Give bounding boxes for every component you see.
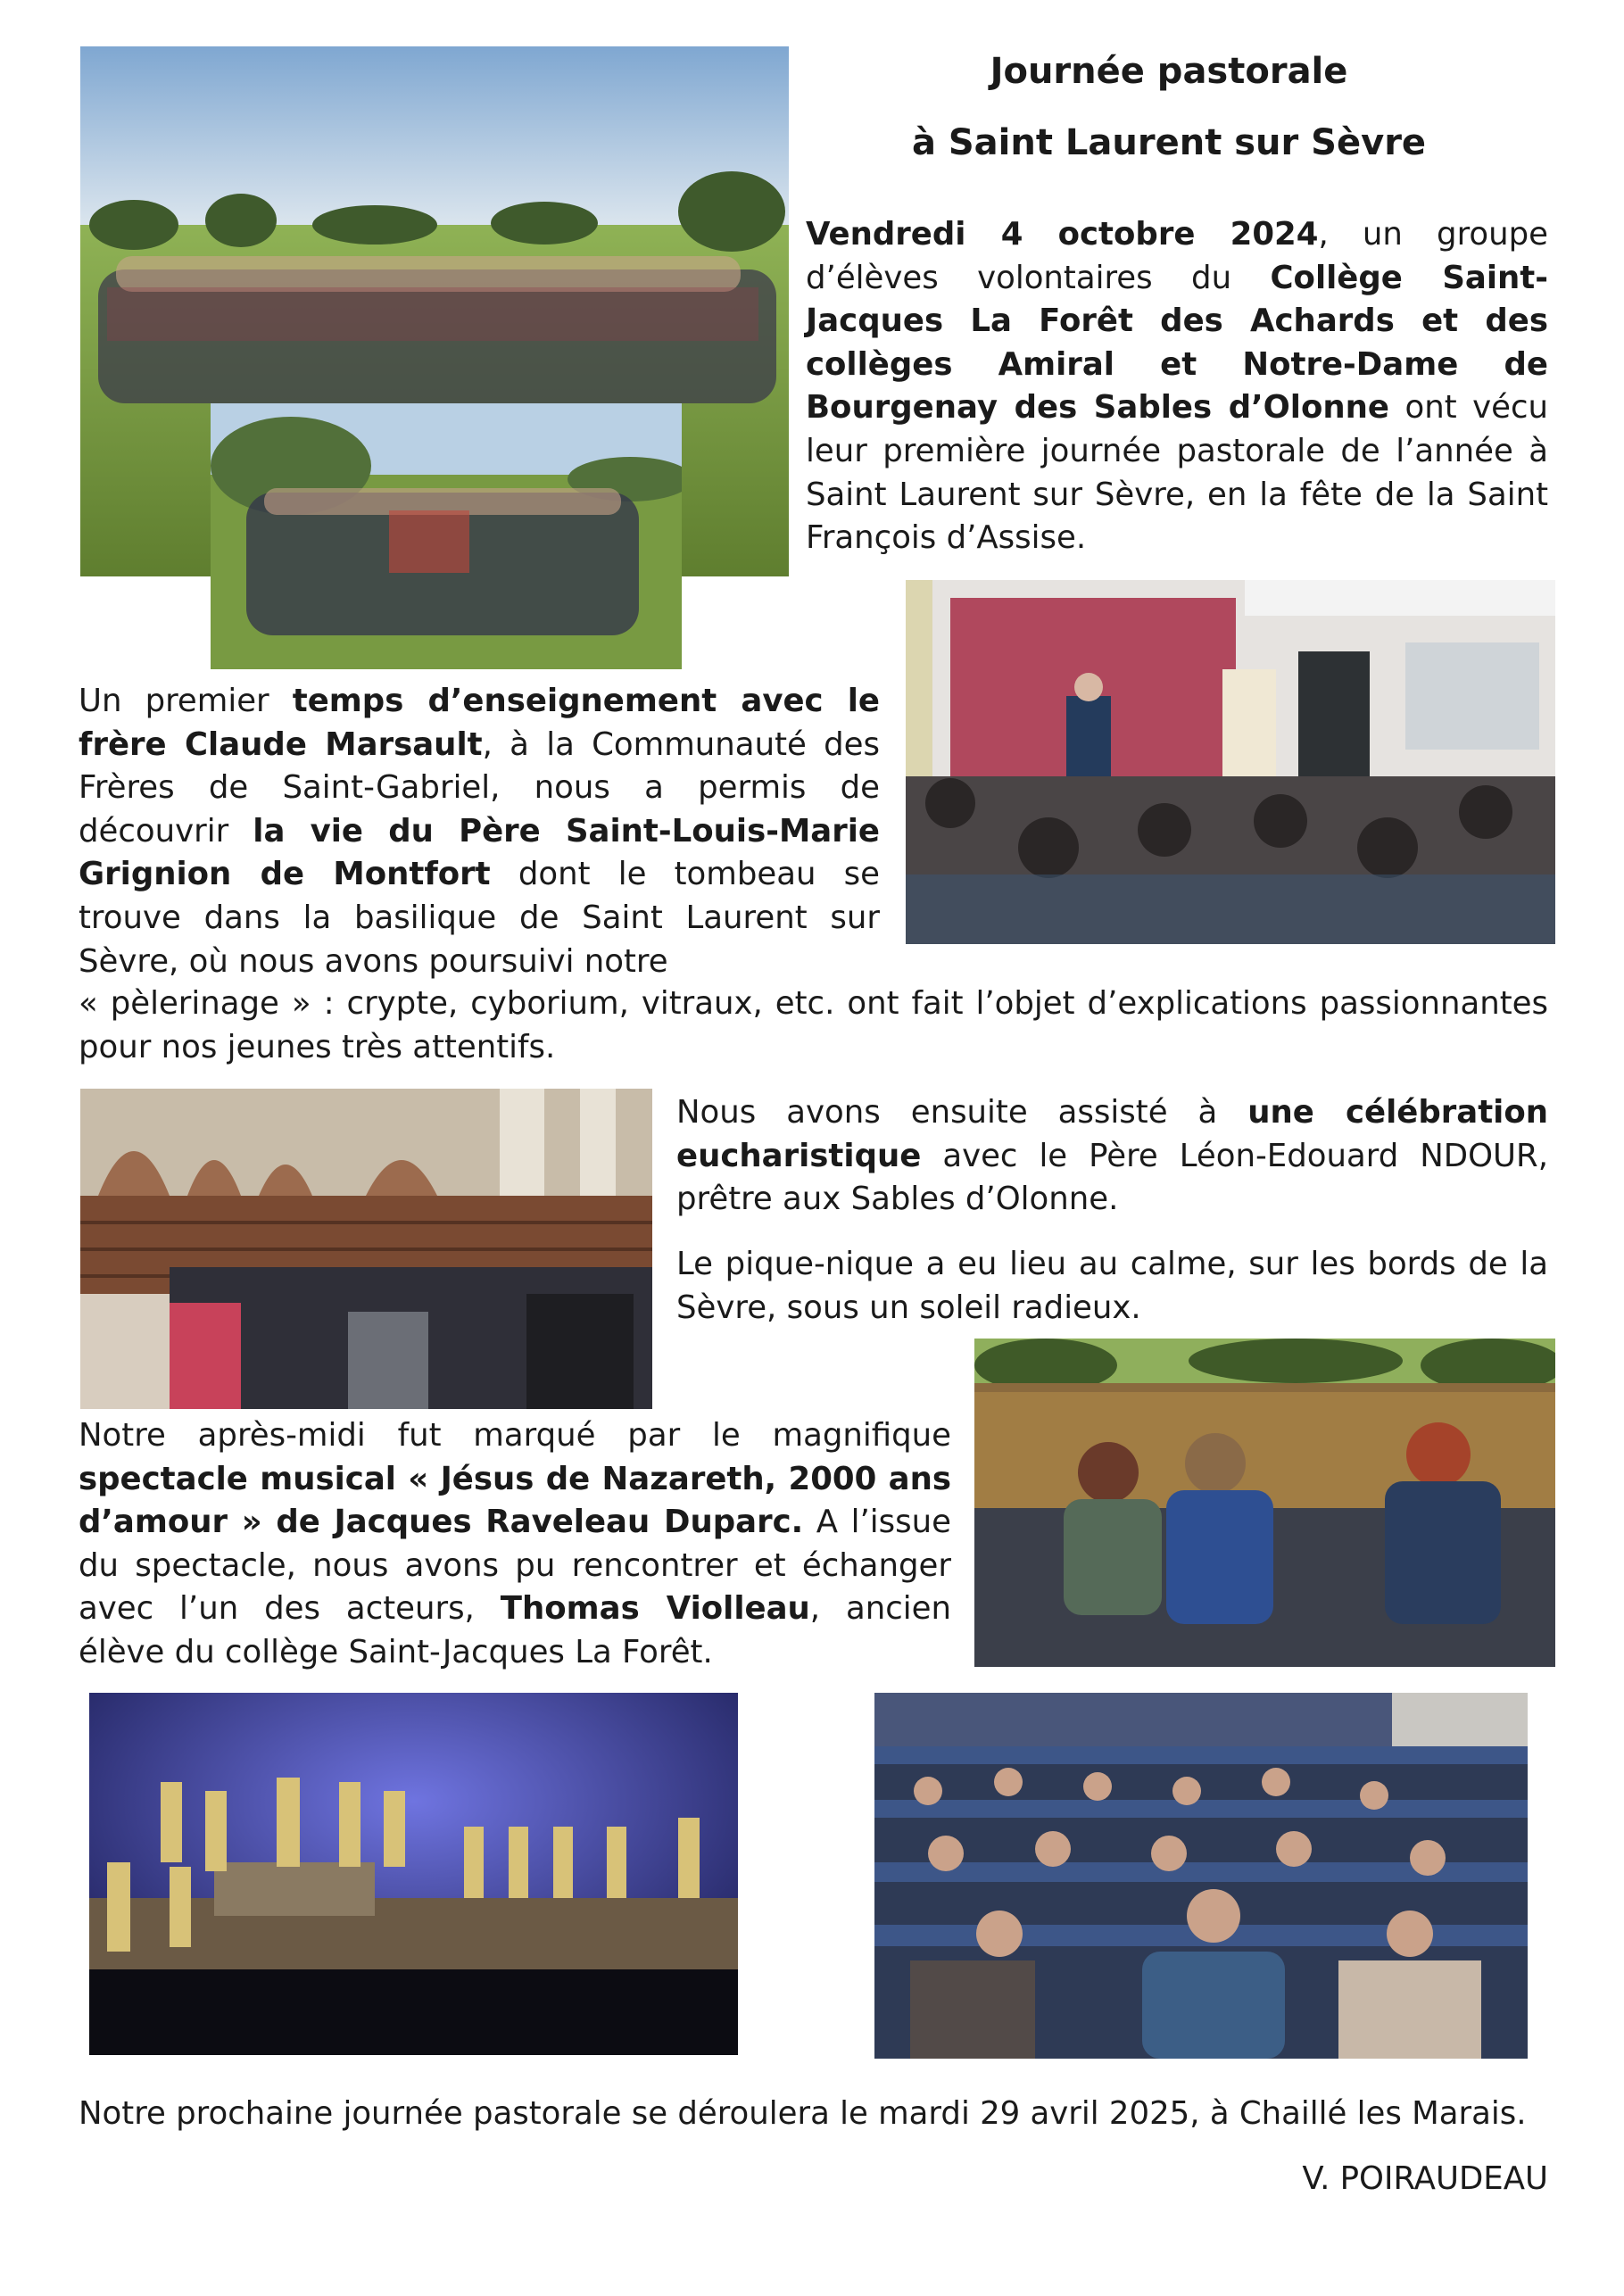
audience-photo [874, 1693, 1528, 2059]
page-title [803, 36, 1535, 178]
teaching-run-3: la vie du Père Saint-Louis-Marie Grignion de Montfort [79, 812, 880, 893]
afternoon-run-1: spectacle musical « Jésus de Nazareth, 2000 ans d’amour » de Jacques Raveleau Duparc. [79, 1460, 951, 1541]
teaching-room-photo [906, 580, 1555, 944]
basilica-photo [80, 1089, 652, 1409]
signature: V. POIRAUDEAU [1302, 2160, 1548, 2197]
teaching-run-1: temps d’enseignement avec le frère Claude Marsault [79, 683, 880, 763]
picnic-paragraph: Le pique-nique a eu lieu au calme, sur les bords de la Sèvre, sous un soleil radieux. [676, 1246, 1548, 1326]
afternoon-run-2: A l’issue du spectacle, nous avons pu rencontrer et échanger avec l’un des acteurs, [79, 1504, 951, 1628]
intro-run-1: , un groupe d’élèves volontaires du [806, 216, 1548, 296]
celebration-run-2: avec le Père Léon-Edouard NDOUR, prêtre aux Sables d’Olonne. [676, 1137, 1548, 1218]
title-line-2: à Saint Laurent sur Sèvre [911, 122, 1427, 163]
next-event-line: Notre prochaine journée pastorale se déroulera le mardi 29 avril 2025, à Chaillé les Marais. [79, 2095, 1527, 2132]
celebration-run-1: une célébration eucharistique [676, 1094, 1548, 1174]
teaching-paragraph [79, 680, 880, 983]
intro-paragraph [806, 213, 1548, 560]
afternoon-run-0: Notre après-midi fut marqué par le magnifique [79, 1417, 951, 1454]
intro-run-3: ont vécu leur première journée pastorale de l’année à Saint Laurent sur Sèvre, en la fête de la Saint François d’Assise. [806, 389, 1548, 557]
group-small-photo [211, 403, 682, 669]
celebration-paragraph [676, 1091, 1548, 1222]
stage-show-photo [89, 1693, 738, 2055]
teaching-run-2: , à la Communauté des Frères de Saint-Gabriel, nous a permis de découvrir [79, 725, 880, 850]
title-line-1: Journée pastorale [990, 51, 1348, 92]
teaching-run-4: dont le tombeau se trouve dans la basilique de Saint Laurent sur Sèvre, où nous avons poursuivi notre [79, 856, 880, 980]
afternoon-run-4: , ancien élève du collège Saint-Jacques La Forêt. [79, 1590, 951, 1670]
celebration-run-0: Nous avons ensuite assisté à [676, 1094, 1248, 1131]
teaching-continuation: « pèlerinage » : crypte, cyborium, vitraux, etc. ont fait l’objet d’explications passionnantes pour nos jeunes très attentifs. [79, 985, 1548, 1065]
afternoon-paragraph [79, 1414, 951, 1675]
intro-run-0: Vendredi 4 octobre 2024 [806, 216, 1319, 253]
teaching-run-0: Un premier [79, 683, 293, 719]
riverside-photo [974, 1339, 1555, 1667]
intro-run-2: Collège Saint-Jacques La Forêt des Achards et des collèges Amiral et Notre-Dame de Bourgenay des Sables d’Olonne [806, 259, 1549, 427]
afternoon-run-3: Thomas Violleau [500, 1590, 810, 1628]
